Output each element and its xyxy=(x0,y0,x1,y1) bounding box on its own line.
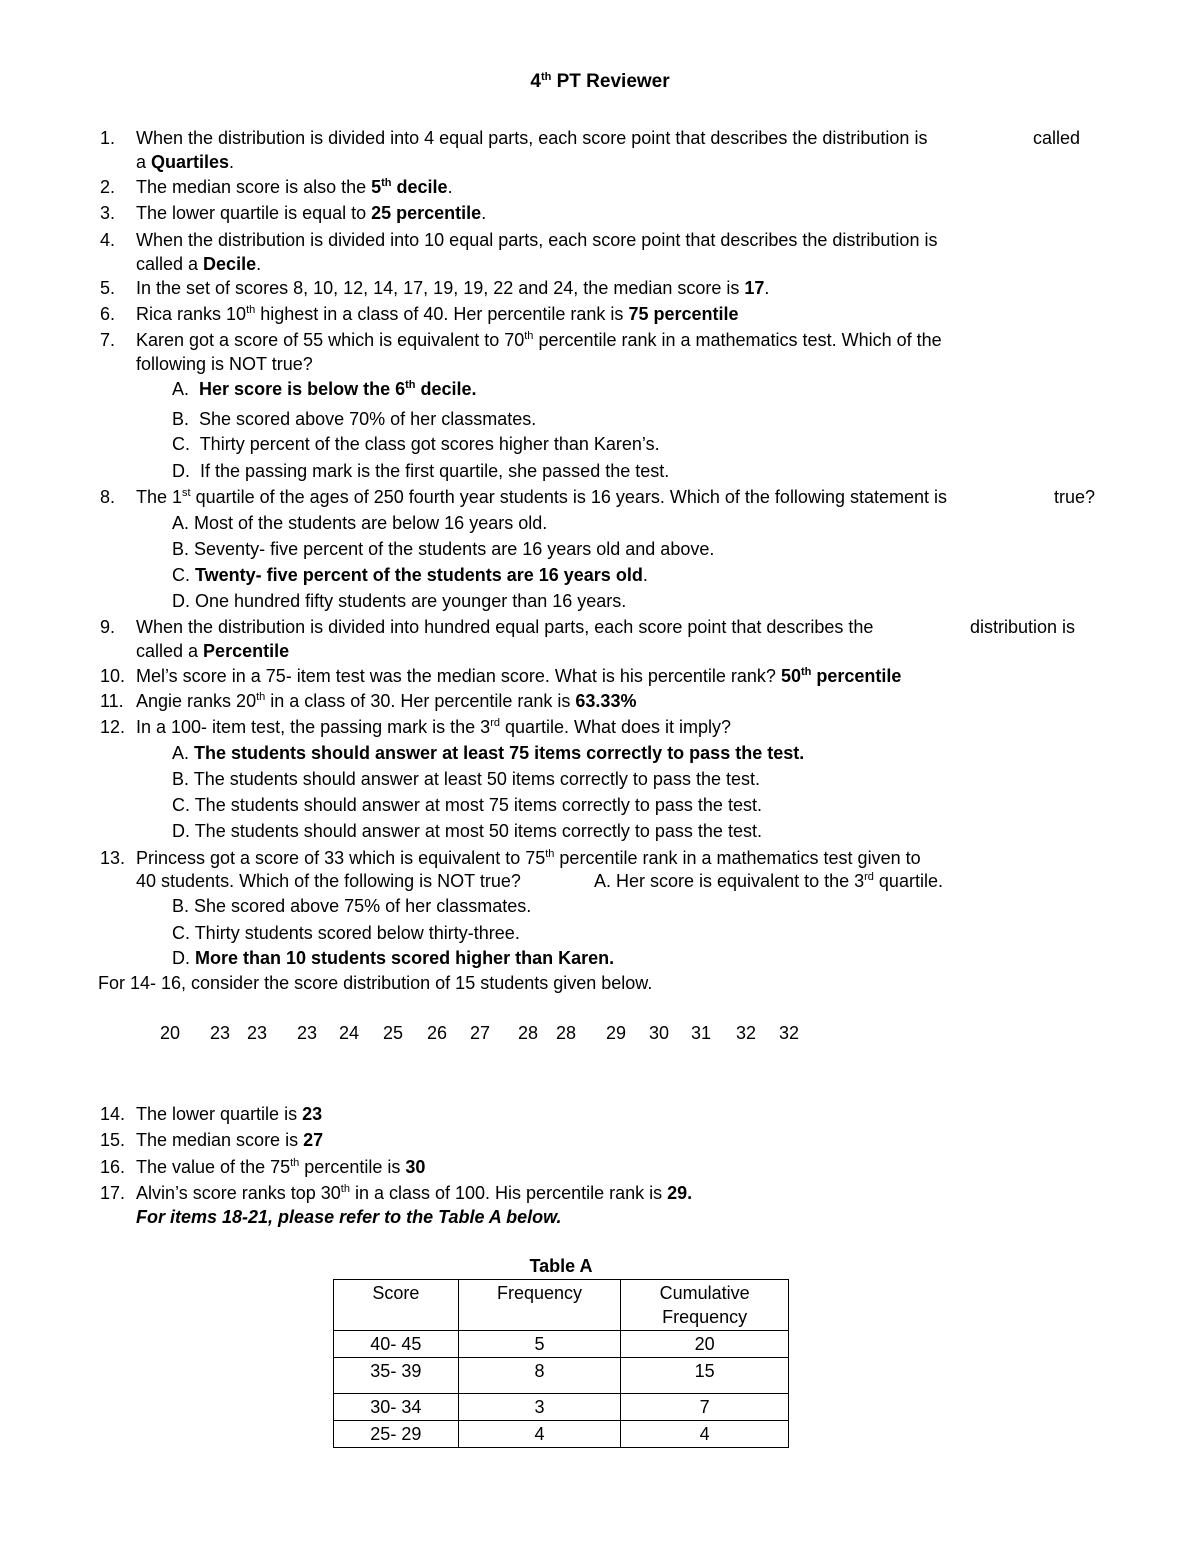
question-text: called xyxy=(1033,128,1081,148)
question-text: distribution is xyxy=(970,617,1076,637)
item-number: 16. xyxy=(100,1157,126,1177)
section-intro: For 14- 16, consider the score distribution of 15 students given below. xyxy=(98,973,653,993)
question-text: Karen got a score of 55 which is equivalent to 70th percentile rank in a mathematics test. Which of the xyxy=(136,330,942,350)
table-header-cell: Frequency xyxy=(458,1280,621,1331)
question-text: When the distribution is divided into 10 equal parts, each score point that describes the distribution is xyxy=(136,230,938,250)
option-c: C. The students should answer at most 75 items correctly to pass the test. xyxy=(172,795,762,815)
score-value: 28 xyxy=(518,1023,539,1043)
item-number: 10. xyxy=(100,666,126,686)
item-number: 1. xyxy=(100,128,116,148)
question-text: true? xyxy=(1054,487,1096,507)
question-answer-line: called a Decile. xyxy=(136,254,262,274)
item-number: 13. xyxy=(100,848,126,868)
item-number: 8. xyxy=(100,487,116,507)
question-text: When the distribution is divided into 4 equal parts, each score point that describes the distribution is xyxy=(136,128,928,148)
answer-bold: 30 xyxy=(405,1157,426,1177)
score-value: 32 xyxy=(779,1023,800,1043)
question-text: Mel’s score in a 75- item test was the median score. What is his percentile rank? 50th percentile xyxy=(136,666,902,686)
table-cell: 5 xyxy=(458,1331,621,1358)
item-number: 2. xyxy=(100,177,116,197)
option-c: C. Thirty students scored below thirty-three. xyxy=(172,923,520,943)
score-value: 25 xyxy=(383,1023,404,1043)
question-text: In the set of scores 8, 10, 12, 14, 17, 19, 19, 22 and 24, the median score is 17. xyxy=(136,278,770,298)
table-cell: 4 xyxy=(458,1421,621,1448)
question-text: Alvin’s score ranks top 30th in a class of 100. His percentile rank is 29. xyxy=(136,1183,693,1203)
frequency-table xyxy=(333,1279,789,1448)
question-answer-line: a Quartiles. xyxy=(136,152,235,172)
table-caption: Table A xyxy=(529,1256,593,1276)
item-number: 6. xyxy=(100,304,116,324)
score-value: 26 xyxy=(427,1023,448,1043)
table-cell: 8 xyxy=(458,1358,621,1394)
score-value: 20 xyxy=(160,1023,181,1043)
table-cell: 3 xyxy=(458,1394,621,1421)
score-value: 27 xyxy=(470,1023,491,1043)
answer-bold: Decile xyxy=(203,254,257,274)
item-number: 11. xyxy=(100,691,124,711)
answer-bold: 50th percentile xyxy=(780,666,902,686)
question-text: The median score is also the 5th decile. xyxy=(136,177,453,197)
answer-bold: Quartiles xyxy=(151,152,230,172)
item-number: 14. xyxy=(100,1104,126,1124)
table-cell: 25- 29 xyxy=(334,1421,459,1448)
option-a: A. Her score is below the 6th decile. xyxy=(172,379,477,399)
item-number: 7. xyxy=(100,330,116,350)
answer-bold: 29. xyxy=(667,1183,693,1203)
score-value: 23 xyxy=(247,1023,268,1043)
table-header-cell: Score xyxy=(334,1280,459,1331)
answer-bold: 63.33% xyxy=(575,691,637,711)
table-row xyxy=(334,1394,789,1421)
table-row xyxy=(334,1358,789,1394)
item-number: 15. xyxy=(100,1130,126,1150)
question-text: following is NOT true? xyxy=(136,354,313,374)
table-cell: 4 xyxy=(621,1421,789,1448)
question-text: The lower quartile is 23 xyxy=(136,1104,323,1124)
table-cell: 15 xyxy=(621,1358,789,1394)
answer-bold: 23 xyxy=(302,1104,323,1124)
option-a: A. Her score is equivalent to the 3rd quartile. xyxy=(594,871,943,891)
question-text: Angie ranks 20th in a class of 30. Her percentile rank is 63.33% xyxy=(136,691,637,711)
score-value: 28 xyxy=(556,1023,577,1043)
answer-bold: 75 percentile xyxy=(628,304,739,324)
question-text: The value of the 75th percentile is 30 xyxy=(136,1157,426,1177)
option-c: C. Thirty percent of the class got scores higher than Karen’s. xyxy=(172,434,660,454)
score-value: 24 xyxy=(339,1023,360,1043)
question-text: The lower quartile is equal to 25 percentile. xyxy=(136,203,487,223)
table-cell: 40- 45 xyxy=(334,1331,459,1358)
question-text: When the distribution is divided into hundred equal parts, each score point that describes the xyxy=(136,617,874,637)
table-row xyxy=(334,1331,789,1358)
table-cell: 20 xyxy=(621,1331,789,1358)
answer-bold: Percentile xyxy=(203,641,290,661)
answer-bold: 5th decile xyxy=(371,177,448,197)
option-b: B. She scored above 75% of her classmates. xyxy=(172,896,532,916)
option-d: D. More than 10 students scored higher than Karen. xyxy=(172,948,615,968)
item-number: 9. xyxy=(100,617,116,637)
question-text: 40 students. Which of the following is NOT true? xyxy=(136,871,521,891)
item-number: 12. xyxy=(100,717,126,737)
question-text: The median score is 27 xyxy=(136,1130,324,1150)
option-b: B. The students should answer at least 50 items correctly to pass the test. xyxy=(172,769,760,789)
option-b: B. Seventy- five percent of the students are 16 years old and above. xyxy=(172,539,715,559)
table-cell: 7 xyxy=(621,1394,789,1421)
option-d: D. The students should answer at most 50 items correctly to pass the test. xyxy=(172,821,762,841)
question-answer-line: called a Percentile xyxy=(136,641,290,661)
question-text: Princess got a score of 33 which is equivalent to 75th percentile rank in a mathematics test given to xyxy=(136,848,921,868)
score-value: 32 xyxy=(736,1023,757,1043)
score-value: 29 xyxy=(606,1023,627,1043)
section-intro: For items 18-21, please refer to the Table A below. xyxy=(136,1207,562,1227)
score-value: 23 xyxy=(210,1023,231,1043)
item-number: 4. xyxy=(100,230,116,250)
score-value: 30 xyxy=(649,1023,670,1043)
question-text: The 1st quartile of the ages of 250 fourth year students is 16 years. Which of the following statement is xyxy=(136,487,948,507)
table-cell: 35- 39 xyxy=(334,1358,459,1394)
page-title: 4th PT Reviewer xyxy=(530,71,670,92)
option-b: B. She scored above 70% of her classmates. xyxy=(172,409,537,429)
option-c: C. Twenty- five percent of the students are 16 years old. xyxy=(172,565,648,585)
item-number: 17. xyxy=(100,1183,126,1203)
score-value: 31 xyxy=(691,1023,712,1043)
answer-bold: 25 percentile xyxy=(371,203,482,223)
option-d: D. If the passing mark is the first quartile, she passed the test. xyxy=(172,461,670,481)
table-cell: 30- 34 xyxy=(334,1394,459,1421)
option-a: A. Most of the students are below 16 years old. xyxy=(172,513,548,533)
question-text: In a 100- item test, the passing mark is the 3rd quartile. What does it imply? xyxy=(136,717,732,737)
item-number: 5. xyxy=(100,278,116,298)
table-header-cell: Cumulative Frequency xyxy=(621,1280,789,1331)
score-value: 23 xyxy=(297,1023,318,1043)
table-row xyxy=(334,1421,789,1448)
question-text: Rica ranks 10th highest in a class of 40. Her percentile rank is 75 percentile xyxy=(136,304,739,324)
table-header-row xyxy=(334,1280,789,1331)
item-number: 3. xyxy=(100,203,116,223)
answer-bold: 17 xyxy=(744,278,765,298)
option-a: A. The students should answer at least 75 items correctly to pass the test. xyxy=(172,743,805,763)
option-d: D. One hundred fifty students are younger than 16 years. xyxy=(172,591,627,611)
answer-bold: 27 xyxy=(303,1130,324,1150)
